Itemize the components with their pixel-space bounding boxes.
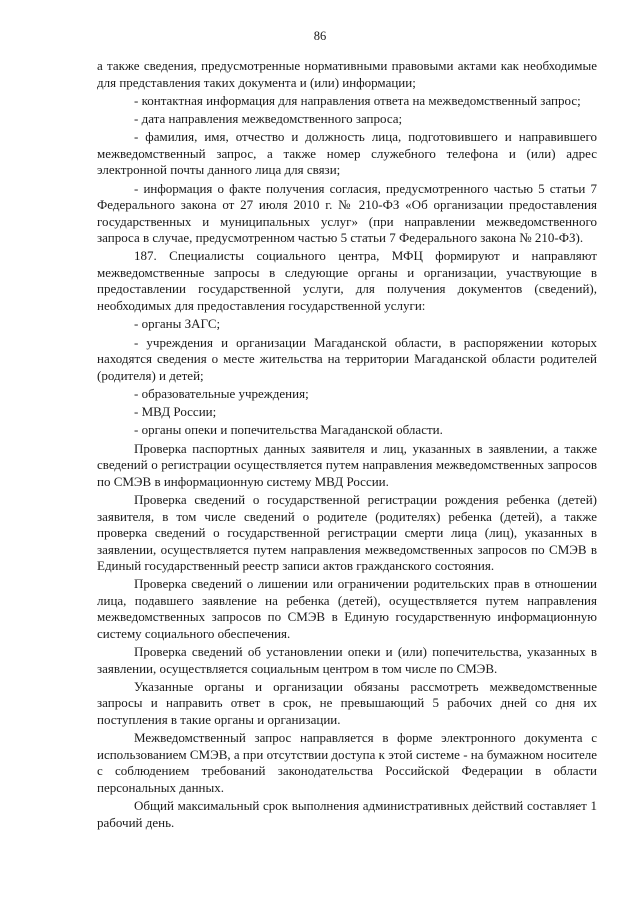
paragraph: Указанные органы и организации обязаны рассмотреть межведомственные запросы и направить ответ в срок, не превышающий 5 рабочих дней со дня их поступления в такие органы и организации. — [97, 678, 597, 727]
paragraph: 187. Специалисты социального центра, МФЦ формируют и направляют межведомственные запросы в следующие органы и организации, участвующие в предоставлении государственной услуги, для получения документов (сведений), необходимых для предоставления государственной услуги: — [97, 248, 597, 313]
paragraph: - МВД России; — [134, 404, 217, 420]
paragraph: - фамилия, имя, отчество и должность лица, подготовившего и направившего межведомственный запрос, а также номер служебного телефона и (или) адрес электронной почты данного лица для связи; — [97, 129, 597, 178]
paragraph: Проверка сведений о государственной регистрации рождения ребенка (детей) заявителя, в том числе сведений о родителе (родителях) ребенка (детей), а также проверка сведений о государственной регистрации смерти лица (лиц), указанных в заявлении, осуществляется путем направления межведомственных запросов по СМЭВ в Единый государственный реестр записи актов гражданского состояния. — [97, 492, 597, 574]
paragraph: - дата направления межведомственного запроса; — [134, 111, 403, 127]
document-body — [97, 58, 597, 833]
paragraph: - органы ЗАГС; — [134, 316, 221, 332]
paragraph: - учреждения и организации Магаданской области, в распоряжении которых находятся сведения о месте жительства на территории Магаданской области родителей (родителя) и детей; — [97, 334, 597, 383]
paragraph: Проверка сведений об установлении опеки и (или) попечительства, указанных в заявлении, осуществляется социальным центром в том числе по СМЭВ. — [97, 644, 597, 676]
page-number: 86 — [313, 29, 327, 43]
paragraph: Межведомственный запрос направляется в форме электронного документа с использованием СМЭВ, а при отсутствии доступа к этой системе - на бумажном носителе с соблюдением требований законодательства Российской Федерации в области персональных данных. — [97, 730, 597, 795]
paragraph: Проверка сведений о лишении или ограничении родительских прав в отношении лица, подавшего заявление на ребенка (детей), осуществляется путем направления межведомственных запросов по СМЭВ в Единую государственную информационную систему социального обеспечения. — [97, 576, 597, 641]
paragraph: - информация о факте получения согласия, предусмотренного частью 5 статьи 7 Федерального закона от 27 июля 2010 г. № 210-ФЗ «Об организации предоставления государственных и муниципальных услуг» (при направлении межведомственного запроса в случае, предусмотренном частью 5 статьи 7 Федерального закона № 210-ФЗ). — [97, 180, 597, 246]
paragraph: - органы опеки и попечительства Магаданской области. — [134, 422, 443, 438]
paragraph: - контактная информация для направления ответа на межведомственный запрос; — [134, 92, 581, 108]
paragraph: Проверка паспортных данных заявителя и лиц, указанных в заявлении, а также сведений о регистрации осуществляется путем направления межведомственных запросов по СМЭВ в информационную систему МВД России. — [97, 440, 597, 489]
paragraph: Общий максимальный срок выполнения административных действий составляет 1 рабочий день. — [97, 798, 597, 830]
paragraph: а также сведения, предусмотренные нормативными правовыми актами как необходимые для представления таких документа и (или) информации; — [97, 58, 597, 90]
paragraph: - образовательные учреждения; — [134, 385, 309, 401]
